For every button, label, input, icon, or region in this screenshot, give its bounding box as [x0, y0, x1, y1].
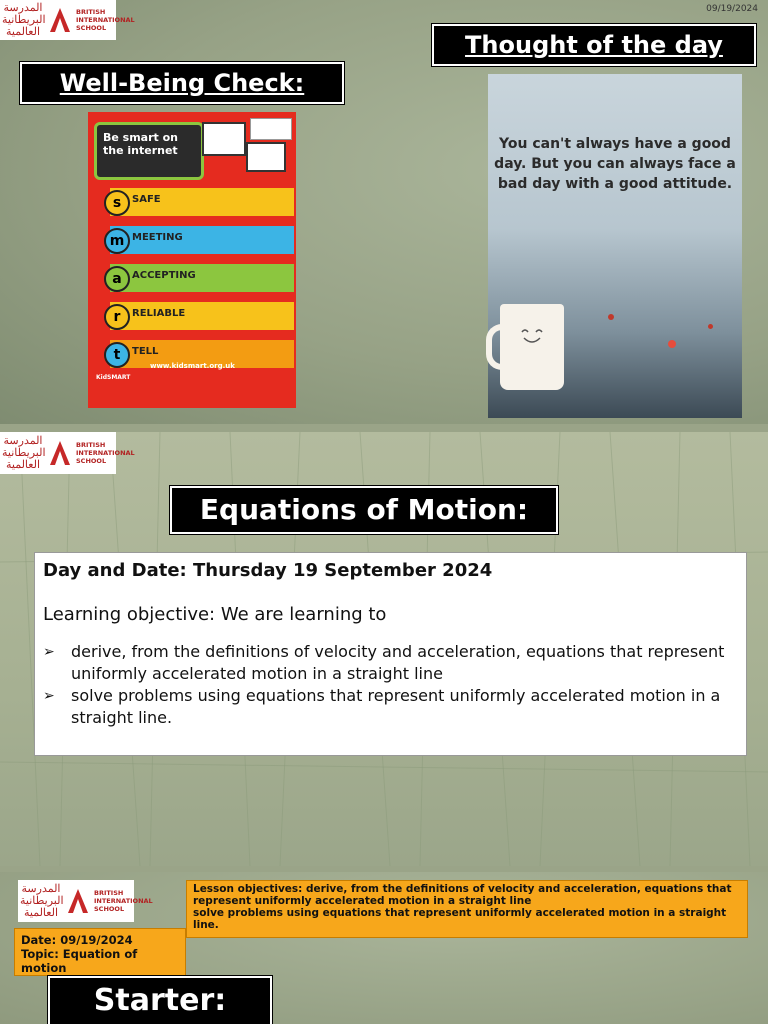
word-reliable: RELIABLE: [132, 308, 186, 319]
poster-heading: Be smart on the internet: [103, 131, 179, 157]
school-crest-icon: [48, 6, 72, 34]
arrow-bullet-icon: ➢: [43, 644, 55, 660]
school-logo: المدرسة البريطانية العالمية BRITISH INTERNATIONAL SCHOOL: [2, 1, 135, 38]
slide-wellbeing: [0, 0, 768, 424]
word-accepting: ACCEPTING: [132, 270, 196, 281]
smart-list: [88, 188, 296, 388]
word-safe: SAFE: [132, 194, 161, 205]
objective-item: ➢ solve problems using equations that represent uniformly accelerated motion in a straight line.: [43, 686, 721, 727]
date-line: Date: 09/19/2024: [21, 933, 133, 947]
letter-a: a: [104, 266, 130, 292]
topic-line: Topic: Equation of motion: [21, 947, 138, 975]
wellbeing-title: Well-Being Check:: [20, 62, 344, 104]
school-crest-icon: [66, 887, 90, 915]
slide-date: 09/19/2024: [706, 4, 758, 14]
equations-title: Equations of Motion:: [170, 486, 558, 534]
school-crest-icon: [48, 439, 72, 467]
letter-m: m: [104, 228, 130, 254]
objective-item: ➢ derive, from the definitions of velocity and acceleration, equations that represent uniformly accelerated motion in a straight line: [43, 642, 725, 683]
laptop-icon: [246, 142, 286, 172]
letter-r: r: [104, 304, 130, 330]
word-tell: TELL: [132, 346, 159, 357]
day-date: Day and Date: Thursday 19 September 2024: [43, 560, 493, 581]
lesson-objectives-box: [186, 880, 748, 938]
starter-title: Starter:: [48, 976, 272, 1024]
poster-brand: KidSMART: [96, 374, 131, 381]
arrow-bullet-icon: ➢: [43, 688, 55, 704]
slide-starter: [0, 872, 768, 1024]
mug-image: [500, 304, 564, 390]
poster-site: www.kidsmart.org.uk: [150, 362, 235, 370]
objectives-box: [34, 552, 747, 756]
school-logo: المدرسة البريطانية العالمية BRITISH INTERNATIONAL SCHOOL: [0, 432, 116, 474]
thought-quote: You can't always have a good day. But you can always face a bad day with a good attitude.: [494, 136, 736, 192]
date-topic-box: [14, 928, 186, 976]
thought-title: Thought of the day: [432, 24, 756, 66]
objective-intro: Learning objective: We are learning to: [43, 604, 387, 625]
lesson-objectives-text-2: solve problems using equations that represent uniformly accelerated motion in a straight line.: [193, 907, 727, 931]
letter-s: s: [104, 190, 130, 216]
thought-photo: [488, 74, 742, 418]
word-meeting: MEETING: [132, 232, 183, 243]
lesson-objectives-text: Lesson objectives: derive, from the definitions of velocity and acceleration, equations that represent uniformly accelerated motion in a straight line: [193, 883, 732, 907]
childnet-logo: [250, 118, 292, 140]
smiley-icon: [516, 326, 548, 346]
kidsmart-poster: [88, 112, 296, 408]
school-logo: المدرسة البريطانية العالمية BRITISH INTERNATIONAL SCHOOL: [18, 880, 134, 922]
letter-t: t: [104, 342, 130, 368]
poster-heading-box: [94, 122, 204, 180]
computer-icon: [202, 122, 246, 156]
